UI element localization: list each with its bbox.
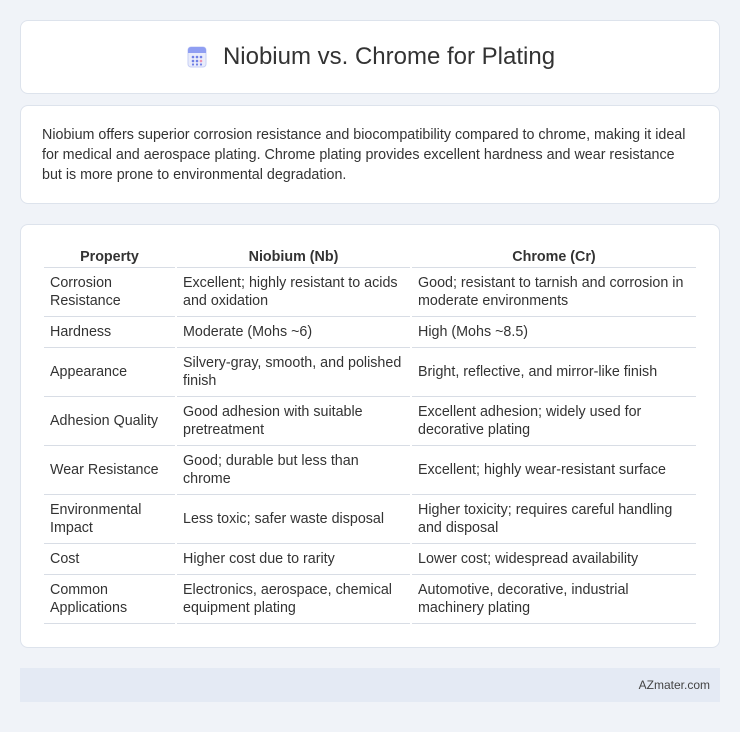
- property-cell: Corrosion Resistance: [44, 268, 175, 317]
- property-cell: Common Applications: [44, 575, 175, 624]
- header-chrome: Chrome (Cr): [412, 245, 696, 268]
- niobium-cell: Less toxic; safer waste disposal: [177, 495, 410, 544]
- table-row: [44, 268, 696, 317]
- niobium-cell: Good; durable but less than chrome: [177, 446, 410, 495]
- intro-text: Niobium offers superior corrosion resistance and biocompatibility compared to chrome, making it ideal for medical and aerospace plating. Chrome plating provides excellent hardness and wear resistance but is more prone to environmental degradation.: [42, 127, 686, 183]
- title-card: [20, 20, 720, 94]
- table-header-row: [44, 245, 696, 268]
- table-row: [44, 575, 696, 624]
- table-row: [44, 348, 696, 397]
- calculator-icon: [185, 45, 209, 69]
- property-cell: Appearance: [44, 348, 175, 397]
- table-row: [44, 544, 696, 575]
- table-row: [44, 495, 696, 544]
- chrome-cell: Automotive, decorative, industrial machinery plating: [412, 575, 696, 624]
- chrome-cell: Good; resistant to tarnish and corrosion in moderate environments: [412, 268, 696, 317]
- source-label[interactable]: AZmater.com: [638, 678, 710, 692]
- niobium-cell: Good adhesion with suitable pretreatment: [177, 397, 410, 446]
- comparison-card: [20, 224, 720, 648]
- niobium-cell: Excellent; highly resistant to acids and oxidation: [177, 268, 410, 317]
- chrome-cell: Lower cost; widespread availability: [412, 544, 696, 575]
- chrome-cell: High (Mohs ~8.5): [412, 317, 696, 348]
- property-cell: Cost: [44, 544, 175, 575]
- header-property: Property: [44, 245, 175, 268]
- property-cell: Wear Resistance: [44, 446, 175, 495]
- niobium-cell: Moderate (Mohs ~6): [177, 317, 410, 348]
- table-row: [44, 446, 696, 495]
- header-niobium: Niobium (Nb): [177, 245, 410, 268]
- intro-card: [20, 105, 720, 204]
- comparison-table: [42, 245, 698, 624]
- table-row: [44, 397, 696, 446]
- chrome-cell: Bright, reflective, and mirror-like finish: [412, 348, 696, 397]
- property-cell: Environmental Impact: [44, 495, 175, 544]
- chrome-cell: Excellent; highly wear-resistant surface: [412, 446, 696, 495]
- property-cell: Hardness: [44, 317, 175, 348]
- niobium-cell: Electronics, aerospace, chemical equipment plating: [177, 575, 410, 624]
- chrome-cell: Excellent adhesion; widely used for decorative plating: [412, 397, 696, 446]
- page-title: Niobium vs. Chrome for Plating: [222, 43, 556, 70]
- footer: [20, 668, 720, 702]
- chrome-cell: Higher toxicity; requires careful handling and disposal: [412, 495, 696, 544]
- niobium-cell: Higher cost due to rarity: [177, 544, 410, 575]
- table-row: [44, 317, 696, 348]
- niobium-cell: Silvery-gray, smooth, and polished finish: [177, 348, 410, 397]
- property-cell: Adhesion Quality: [44, 397, 175, 446]
